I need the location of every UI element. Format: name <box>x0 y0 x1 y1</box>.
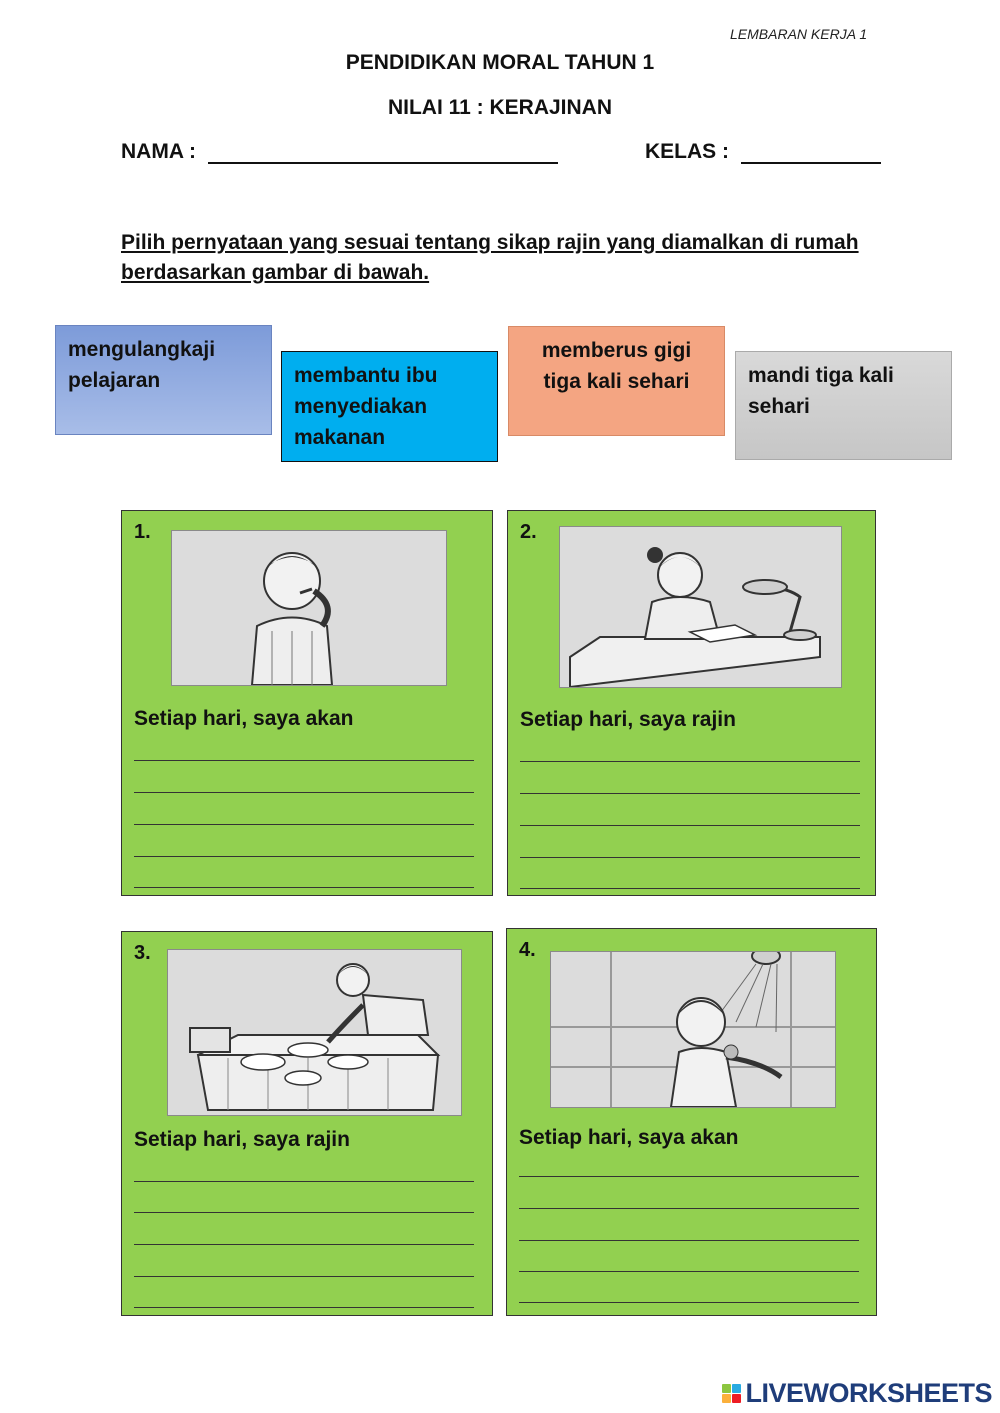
answer-line-1[interactable] <box>134 760 474 761</box>
card-prompt: Setiap hari, saya akan <box>519 1126 739 1149</box>
card-number: 2. <box>520 521 537 543</box>
girl-setting-table-icon <box>168 950 461 1115</box>
girl-studying-icon <box>560 527 841 687</box>
boy-brushing-teeth-icon <box>172 531 446 685</box>
answer-line-1[interactable] <box>520 761 860 762</box>
liveworksheets-brand[interactable] <box>722 1378 992 1409</box>
logo-square <box>722 1384 731 1393</box>
answer-line-5[interactable] <box>134 887 474 888</box>
answer-line-4[interactable] <box>134 856 474 857</box>
brand-text: LIVEWORKSHEETS <box>745 1378 992 1408</box>
logo-square <box>722 1394 731 1403</box>
instruction-text: Pilih pernyataan yang sesuai tentang sikap rajin yang diamalkan di rumah berdasarkan gambar di bawah. <box>121 231 859 284</box>
girl-setting-table-illustration <box>167 949 462 1116</box>
question-card-3 <box>121 931 493 1316</box>
liveworksheets-logo-icon <box>722 1384 741 1403</box>
worksheet-label: LEMBARAN KERJA 1 <box>730 26 868 42</box>
answer-line-5[interactable] <box>519 1302 859 1303</box>
name-input[interactable] <box>208 144 558 164</box>
logo-square <box>732 1384 741 1393</box>
question-card-4 <box>506 928 877 1316</box>
card-number: 4. <box>519 939 536 961</box>
question-card-2 <box>507 510 876 896</box>
logo-square <box>732 1394 741 1403</box>
answer-line-3[interactable] <box>134 824 474 825</box>
answer-line-1[interactable] <box>519 1176 859 1177</box>
answer-line-2[interactable] <box>134 792 474 793</box>
card-number: 1. <box>134 521 151 543</box>
name-field <box>121 140 558 164</box>
answer-line-2[interactable] <box>134 1212 474 1213</box>
boy-showering-icon <box>551 952 835 1107</box>
answer-line-3[interactable] <box>134 1244 474 1245</box>
answer-line-4[interactable] <box>519 1271 859 1272</box>
answer-line-3[interactable] <box>520 825 860 826</box>
option-mengulangkaji-pelajaran[interactable]: mengulangkaji pelajaran <box>55 325 272 435</box>
class-field <box>645 140 881 164</box>
answer-line-2[interactable] <box>519 1208 859 1209</box>
answer-line-5[interactable] <box>520 888 860 889</box>
question-card-1 <box>121 510 493 896</box>
class-label: KELAS : <box>645 140 729 163</box>
answer-line-1[interactable] <box>134 1181 474 1182</box>
answer-line-4[interactable] <box>520 857 860 858</box>
page-subtitle: NILAI 11 : KERAJINAN <box>387 96 613 119</box>
card-number: 3. <box>134 942 151 964</box>
card-prompt: Setiap hari, saya rajin <box>520 708 736 731</box>
boy-brushing-teeth-illustration <box>171 530 447 686</box>
card-prompt: Setiap hari, saya akan <box>134 707 354 730</box>
class-input[interactable] <box>741 144 881 164</box>
page-title: PENDIDIKAN MORAL TAHUN 1 <box>345 51 655 74</box>
option-membantu-ibu[interactable]: membantu ibu menyediakan makanan <box>281 351 498 462</box>
answer-line-2[interactable] <box>520 793 860 794</box>
answer-line-4[interactable] <box>134 1276 474 1277</box>
girl-studying-at-desk-illustration <box>559 526 842 688</box>
option-mandi[interactable]: mandi tiga kali sehari <box>735 351 952 460</box>
answer-line-5[interactable] <box>134 1307 474 1308</box>
answer-line-3[interactable] <box>519 1240 859 1241</box>
name-label: NAMA : <box>121 140 197 163</box>
boy-showering-illustration <box>550 951 836 1108</box>
card-prompt: Setiap hari, saya rajin <box>134 1128 350 1151</box>
option-memberus-gigi[interactable]: memberus gigi tiga kali sehari <box>508 326 725 436</box>
